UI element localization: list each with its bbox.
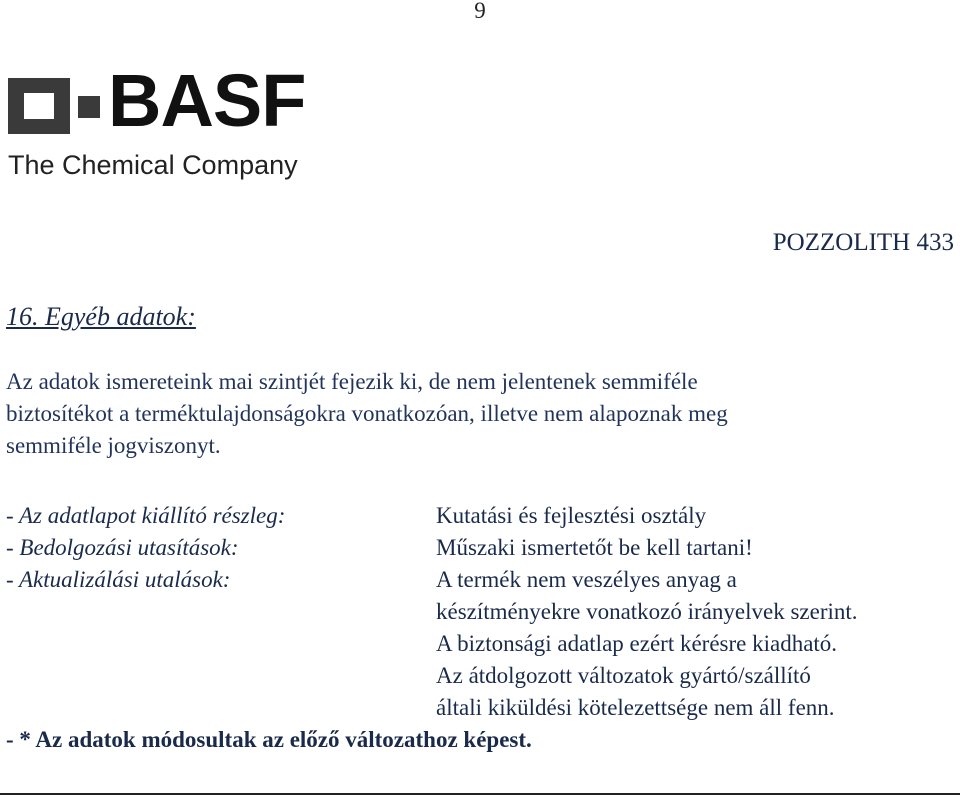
logo-tagline: The Chemical Company <box>8 150 298 180</box>
field-value-line: Műszaki ismertetőt be kell tartani! <box>436 535 753 560</box>
field-label: - Bedolgozási utasítások: <box>6 535 239 560</box>
field-value <box>436 564 956 724</box>
field-row-processing-instructions <box>6 532 956 564</box>
logo-wordmark: BASF <box>108 59 306 142</box>
logo-small-square <box>78 96 100 118</box>
field-value <box>436 500 956 532</box>
field-value <box>436 532 956 564</box>
field-label: - Aktualizálási utalások: <box>6 567 231 592</box>
field-value-line: A termék nem veszélyes anyag a <box>436 567 737 592</box>
field-value-line: A biztonsági adatlap ezért kérésre kiadható. <box>436 631 838 656</box>
field-row-issuing-department <box>6 500 956 532</box>
product-name: POZZOLITH 433 <box>772 229 954 256</box>
field-row-update-notes <box>6 564 956 724</box>
basf-logo <box>8 59 318 192</box>
page-number: 9 <box>474 0 486 23</box>
info-fields <box>6 500 956 756</box>
intro-line: semmiféle jogviszonyt. <box>6 433 221 458</box>
intro-line: biztosítékot a terméktulajdonságokra vonatkozóan, illetve nem alapoznak meg <box>6 401 728 426</box>
logo-large-square <box>8 78 70 134</box>
field-value-line: Az átdolgozott változatok gyártó/szállító <box>436 663 811 688</box>
field-value-line: Kutatási és fejlesztési osztály <box>436 503 707 528</box>
intro-paragraph <box>6 366 946 462</box>
modification-footnote: - * Az adatok módosultak az előző változathoz képest. <box>6 727 532 752</box>
field-value-line: általi kiküldési kötelezettsége nem áll fenn. <box>436 695 835 720</box>
section-title: 16. Egyéb adatok: <box>6 302 196 331</box>
intro-line: Az adatok ismereteink mai szintjét fejezik ki, de nem jelentenek semmiféle <box>6 369 698 394</box>
field-value-line: készítményekre vonatkozó irányelvek szerint. <box>436 599 858 624</box>
field-label: - Az adatlapot kiállító részleg: <box>6 503 286 528</box>
bottom-divider <box>0 793 960 795</box>
